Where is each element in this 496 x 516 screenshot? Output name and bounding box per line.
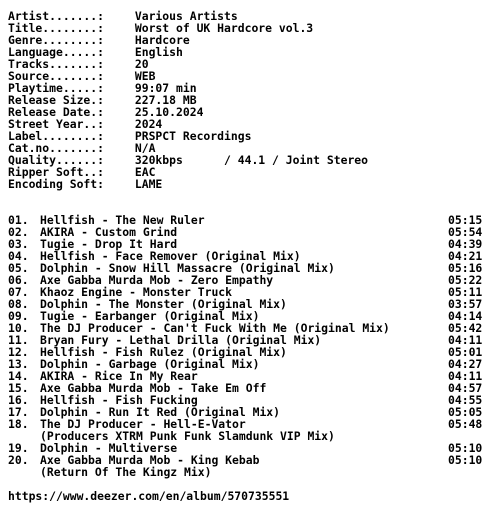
meta-value: 99:07 min [134, 81, 197, 95]
track-number: 16. [8, 393, 29, 407]
track-duration: 05:22 [448, 273, 483, 287]
meta-value: LAME [134, 177, 163, 191]
meta-label: Genre........: [8, 33, 105, 47]
track-title: Dolphin - Multiverse [40, 441, 178, 455]
meta-value: English [134, 45, 183, 59]
meta-label: Artist.......: [8, 9, 105, 23]
meta-value: WEB [134, 69, 156, 83]
track-number: 17. [8, 405, 29, 419]
track-subtitle: (Return Of The Kingz Mix) [40, 465, 212, 479]
meta-label: Release Date.: [8, 105, 105, 119]
track-duration: 05:48 [448, 417, 483, 431]
meta-value: 20 [134, 57, 149, 71]
track-number: 02. [8, 225, 29, 239]
track-title: Dolphin - Snow Hill Massacre (Original Mix) [40, 261, 335, 275]
meta-value: Worst of UK Hardcore vol.3 [134, 21, 314, 35]
meta-value: PRSPCT Recordings [134, 129, 252, 143]
track-number: 05. [8, 261, 29, 275]
nfo-document [8, 10, 492, 502]
meta-label: Label........: [8, 129, 105, 143]
meta-encoding-soft [8, 178, 492, 190]
track-title: AKIRA - Rice In My Rear [40, 369, 198, 383]
track-number: 19. [8, 441, 29, 455]
meta-label: Quality......: [8, 153, 105, 167]
track-number: 14. [8, 369, 29, 383]
track-duration: 05:54 [448, 225, 483, 239]
track-row-continuation [8, 466, 492, 478]
meta-value: 2024 [134, 117, 163, 131]
track-title: Dolphin - The Monster (Original Mix) [40, 297, 287, 311]
track-title: Hellfish - Face Remover (Original Mix) [40, 249, 301, 263]
track-title: Hellfish - Fish Fucking [40, 393, 198, 407]
track-title: Khaoz Engine - Monster Truck [40, 285, 233, 299]
track-duration: 04:55 [448, 393, 483, 407]
track-duration: 05:11 [448, 285, 483, 299]
track-duration: 04:14 [448, 309, 483, 323]
track-duration: 04:21 [448, 249, 483, 263]
track-title: AKIRA - Custom Grind [40, 225, 178, 239]
track-number: 11. [8, 333, 29, 347]
track-duration: 04:39 [448, 237, 483, 251]
track-duration: 05:16 [448, 261, 483, 275]
track-number: 12. [8, 345, 29, 359]
meta-value: N/A [134, 141, 156, 155]
track-duration: 03:57 [448, 297, 483, 311]
track-title: Dolphin - Garbage (Original Mix) [40, 357, 260, 371]
spacer [8, 190, 492, 214]
track-title: Tugie - Earbanger (Original Mix) [40, 309, 260, 323]
meta-value: 25.10.2024 [134, 105, 204, 119]
track-number: 04. [8, 249, 29, 263]
track-number: 03. [8, 237, 29, 251]
track-number: 08. [8, 297, 29, 311]
release-info [8, 10, 492, 190]
track-title: Bryan Fury - Lethal Drilla (Original Mix) [40, 333, 322, 347]
track-title: Dolphin - Run It Red (Original Mix) [40, 405, 281, 419]
track-title: Hellfish - Fish Rulez (Original Mix) [40, 345, 287, 359]
track-title: The DJ Producer - Hell-E-Vator [40, 417, 246, 431]
track-duration: 04:11 [448, 333, 483, 347]
track-title: Axe Gabba Murda Mob - Take Em Off [40, 381, 267, 395]
track-title: Hellfish - The New Ruler [40, 213, 205, 227]
track-title: Tugie - Drop It Hard [40, 237, 178, 251]
meta-label: Playtime.....: [8, 81, 105, 95]
tracklist [8, 214, 492, 478]
meta-label: Street Year..: [8, 117, 105, 131]
meta-label: Ripper Soft..: [8, 165, 105, 179]
meta-value: 320kbps / 44.1 / Joint Stereo [134, 153, 369, 167]
track-number: 07. [8, 285, 29, 299]
track-duration: 04:27 [448, 357, 483, 371]
album-url: https://www.deezer.com/en/album/570735551 [8, 489, 290, 503]
track-title: Axe Gabba Murda Mob - King Kebab [40, 453, 260, 467]
track-number: 18. [8, 417, 29, 431]
track-number: 20. [8, 453, 29, 467]
meta-label: Encoding Soft: [8, 177, 105, 191]
meta-value: Hardcore [134, 33, 190, 47]
track-duration: 04:11 [448, 369, 483, 383]
track-number: 09. [8, 309, 29, 323]
meta-label: Release Size.: [8, 93, 105, 107]
meta-value: 227.18 MB [134, 93, 197, 107]
track-number: 06. [8, 273, 29, 287]
meta-label: Title........: [8, 21, 105, 35]
track-duration: 05:05 [448, 405, 483, 419]
meta-value: Various Artists [134, 9, 238, 23]
meta-label: Cat.no.......: [8, 141, 105, 155]
track-number: 15. [8, 381, 29, 395]
meta-value: EAC [134, 165, 156, 179]
track-duration: 05:01 [448, 345, 483, 359]
track-duration: 05:15 [448, 213, 483, 227]
track-duration: 05:10 [448, 441, 483, 455]
track-duration: 05:42 [448, 321, 483, 335]
meta-label: Tracks.......: [8, 57, 105, 71]
track-duration: 05:10 [448, 453, 483, 467]
track-number: 10. [8, 321, 29, 335]
meta-label: Language.....: [8, 45, 105, 59]
track-number: 13. [8, 357, 29, 371]
track-title: The DJ Producer - Can't Fuck With Me (Original Mix) [40, 321, 390, 335]
meta-label: Source.......: [8, 69, 105, 83]
track-subtitle: (Producers XTRM Punk Funk Slamdunk VIP Mix) [40, 429, 335, 443]
track-title: Axe Gabba Murda Mob - Zero Empathy [40, 273, 274, 287]
track-duration: 04:57 [448, 381, 483, 395]
track-number: 01. [8, 213, 29, 227]
